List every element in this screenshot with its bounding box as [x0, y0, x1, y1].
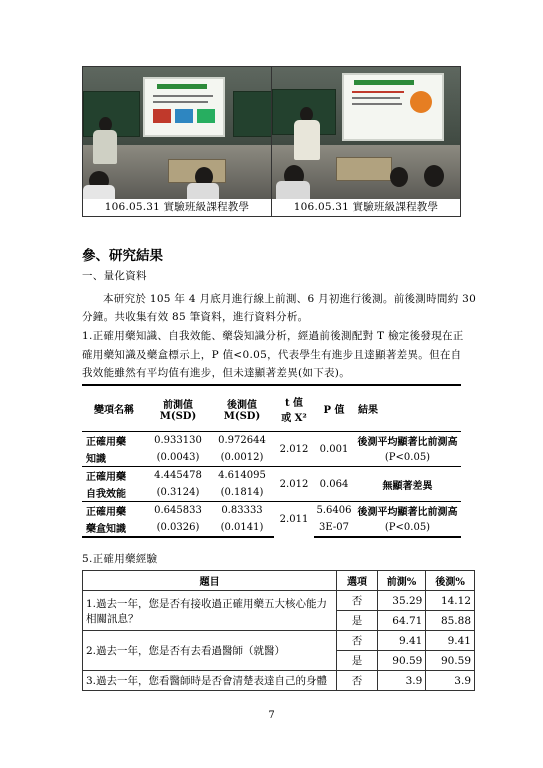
- header-t-value: t 值 或 X²: [274, 385, 314, 432]
- header-posttest: 後測值 M(SD): [210, 385, 274, 432]
- table-row: 正確用藥 0.645833 0.83333 2.011 5.6406 後測平均顯著比前測高: [82, 502, 461, 520]
- header-option: 選項: [337, 571, 377, 591]
- survey-table: [82, 570, 475, 691]
- header-question: 題目: [83, 571, 337, 591]
- table-row: 2.過去一年，您是否有去看過醫師（就醫） 否 9.41 9.41: [83, 631, 475, 651]
- table-row: 3.過去一年，您看醫師時是否會清楚表達自己的身體 否 3.9 3.9: [83, 671, 475, 691]
- photo-cell-left: [83, 67, 272, 217]
- table-row: 是 90.59 90.59: [83, 651, 475, 671]
- photo-table: [82, 66, 461, 217]
- page-number: 7: [268, 710, 275, 721]
- table-row: 藥盒知識 (0.0326) (0.0141) 3E-07 (P<0.05): [82, 519, 461, 537]
- header-pretest: 前測值 M(SD): [146, 385, 210, 432]
- paragraph-line: 我效能雖然有平均值有進步，但未達顯著差異(如下表)。: [82, 367, 350, 379]
- table-row: 知識 (0.0043) (0.0012) (P<0.05): [86, 452, 431, 465]
- question-cell: 1.過去一年，您是否有接收過正確用藥五大核心能力 相關訊息？: [83, 591, 337, 631]
- paragraph-line: 確用藥知識及藥盒標示上，P 值<0.05，代表學生有進步且達顯著差異。但在自: [82, 349, 462, 361]
- table-row: 正確用藥 4.445478 4.614095 2.012 0.064 無顯著差異: [82, 467, 461, 485]
- photo-caption-left: 106.05.31 實驗班級課程教學: [104, 201, 250, 213]
- classroom-photo-left: [83, 67, 271, 199]
- header-variable: 變項名稱: [82, 385, 146, 432]
- table-row: 自我效能 (0.3124) (0.1814): [86, 487, 264, 500]
- paragraph-line: 分鐘。共收集有效 85 筆資料，進行資料分析。: [82, 311, 309, 323]
- question-cell: 3.過去一年，您看醫師時是否會清楚表達自己的身體: [83, 671, 337, 691]
- photo-cell-right: [272, 67, 461, 217]
- subheading: 一、量化資料: [82, 270, 147, 282]
- photo-caption-right: 106.05.31 實驗班級課程教學: [293, 201, 439, 213]
- header-pre-percent: 前測%: [377, 571, 426, 591]
- table-row: 是 64.71 85.88: [83, 611, 475, 631]
- table-row: 正確用藥 0.933130 0.972644 2.012 0.001 後測平均顯著比前測高: [82, 432, 461, 450]
- header-p-value: P 值: [314, 385, 354, 432]
- results-table: [82, 384, 461, 538]
- section-heading: 參、研究結果: [82, 248, 163, 264]
- table-row: 1.過去一年，您是否有接收過正確用藥五大核心能力 相關訊息？ 否 35.29 14.12: [83, 591, 475, 611]
- paragraph-line: 本研究於 105 年 4 月底月進行線上前測、6 月初進行後測。前後測時間約 30: [103, 293, 477, 305]
- paragraph-line: 1.正確用藥知識、自我效能、藥袋知識分析，經過前後測配對 T 檢定後發現在正: [82, 330, 464, 342]
- question-cell: 2.過去一年，您是否有去看過醫師（就醫）: [83, 631, 337, 671]
- survey-title: 5.正確用藥經驗: [82, 553, 158, 565]
- classroom-photo-right: [272, 67, 460, 199]
- header-post-percent: 後測%: [426, 571, 475, 591]
- header-result: 結果: [354, 385, 461, 432]
